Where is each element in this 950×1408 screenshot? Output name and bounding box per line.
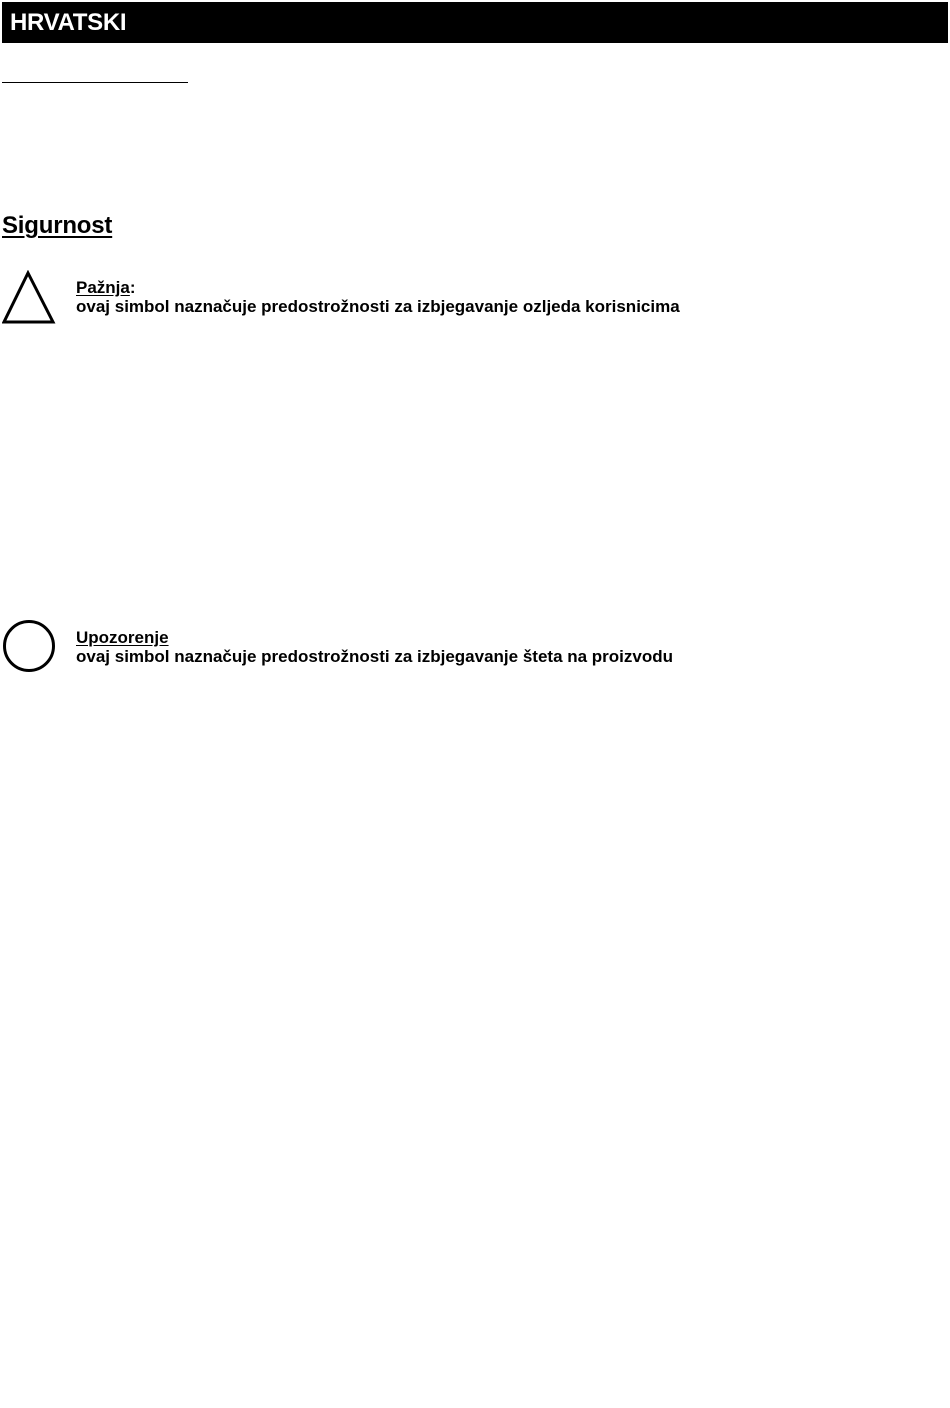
warning-description: ovaj simbol naznačuje predostrožnosti za izbjegavanje šteta na proizvodu: [76, 647, 674, 666]
warning-circle-icon: [2, 618, 56, 674]
warning-entry: [76, 628, 673, 666]
section-title: Sigurnost: [2, 212, 113, 239]
warning-triangle-icon: [2, 270, 56, 324]
caution-label: Pažnja: [76, 278, 130, 297]
warning-label: Upozorenje: [76, 628, 169, 647]
header-divider: [2, 82, 188, 83]
caution-label-suffix: :: [129, 278, 136, 297]
language-header-bar: [2, 2, 948, 43]
caution-description: ovaj simbol naznačuje predostrožnosti za izbjegavanje ozljeda korisnicima: [76, 297, 680, 316]
language-title: HRVATSKI: [10, 8, 127, 36]
caution-entry: [76, 278, 680, 316]
